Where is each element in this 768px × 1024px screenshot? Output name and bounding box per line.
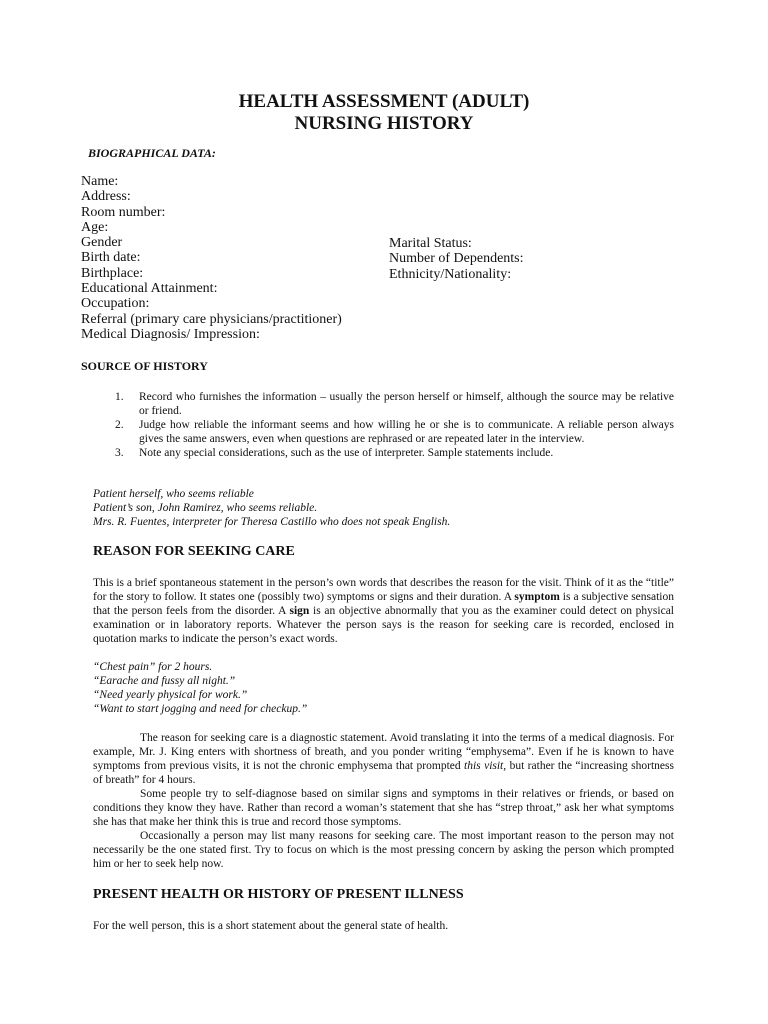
field-birth-date: Birth date: bbox=[81, 250, 141, 266]
source-of-history-list bbox=[104, 390, 674, 460]
document-subtitle: NURSING HISTORY bbox=[294, 113, 474, 134]
field-medical-diagnosis: Medical Diagnosis/ Impression: bbox=[81, 326, 260, 342]
reason-paragraph-1: This is a brief spontaneous statement in the person’s own words that describes the reason for the visit. Think of it as the “title” for the story to follow. It states one (possibly two) symptoms or signs and their duration. A symptom is a subjective sensation that the person feels from the disorder. A sign is an objective abnormally that you as the examiner could detect on physical examination or in laboratory reports. Whatever the person says is the reason for seeking care is recorded, enclosed in quotation marks to indicate the person’s exact words. bbox=[93, 577, 674, 645]
field-referral: Referral (primary care physicians/practitioner) bbox=[81, 311, 342, 327]
reason-paragraph-2: The reason for seeking care is a diagnostic statement. Avoid translating it into the terms of a medical diagnosis. For example, Mr. J. King enters with shortness of breath, and you ponder writing “emphysema”. Even if he is known to have symptoms from previous visits, it is not the chronic emphysema that prompted this visit, but rather the “increasing shortness of breath” for 4 hours. bbox=[93, 732, 674, 786]
field-address: Address: bbox=[81, 189, 131, 205]
example-line: “Earache and fussy all night.” bbox=[93, 675, 236, 687]
reason-paragraph-4: Occasionally a person may list many reasons for seeking care. The most important reason to the person may not necessarily be the one stated first. Try to focus on which is the most pressing concern by asking the person which prompted him or her to seek help now. bbox=[93, 830, 674, 870]
reason-for-seeking-care-heading: REASON FOR SEEKING CARE bbox=[93, 544, 295, 559]
field-age: Age: bbox=[81, 219, 109, 235]
reason-paragraphs bbox=[93, 731, 674, 871]
field-number-of-dependents: Number of Dependents: bbox=[389, 251, 524, 267]
example-line: Patient herself, who seems reliable bbox=[93, 488, 254, 500]
example-line: “Chest pain” for 2 hours. bbox=[93, 661, 213, 673]
reason-examples bbox=[93, 660, 307, 716]
list-item: 3. Note any special considerations, such as the use of interpreter. Sample statements include. bbox=[115, 447, 554, 459]
field-name: Name: bbox=[81, 174, 119, 189]
biographical-data-heading: BIOGRAPHICAL DATA: bbox=[88, 146, 216, 160]
present-health-paragraph: For the well person, this is a short statement about the general state of health. bbox=[93, 920, 449, 932]
source-of-history-heading: SOURCE OF HISTORY bbox=[81, 359, 208, 373]
list-item: 1. Record who furnishes the information – usually the person herself or himself, although the source may be relative or friend. bbox=[115, 391, 674, 417]
field-educational-attainment: Educational Attainment: bbox=[81, 281, 218, 297]
field-marital-status: Marital Status: bbox=[389, 236, 472, 251]
list-item: 2. Judge how reliable the informant seems and how willing he or she is to communicate. A reliable person always gives the same answers, even when questions are rephrased or are repeated later in the interview. bbox=[115, 419, 674, 445]
field-occupation: Occupation: bbox=[81, 296, 150, 312]
field-birthplace: Birthplace: bbox=[81, 265, 144, 281]
biographical-fields-left bbox=[81, 174, 342, 342]
document-title: HEALTH ASSESSMENT (ADULT) bbox=[238, 91, 530, 112]
example-line: “Need yearly physical for work.” bbox=[93, 689, 248, 701]
example-line: “Want to start jogging and need for checkup.” bbox=[93, 703, 308, 715]
reason-paragraph-3: Some people try to self-diagnose based on similar signs and symptoms in their relatives or friends, or based on conditions they know they have. Rather than record a woman’s statement that she has “strep throat,” ask her what symptoms she has that make her think this is true and record those symptoms. bbox=[93, 788, 674, 828]
field-ethnicity-nationality: Ethnicity/Nationality: bbox=[389, 266, 512, 282]
biographical-fields-right bbox=[389, 236, 524, 282]
present-health-heading: PRESENT HEALTH OR HISTORY OF PRESENT ILLNESS bbox=[93, 887, 464, 902]
field-gender: Gender bbox=[81, 235, 123, 251]
example-line: Mrs. R. Fuentes, interpreter for Theresa Castillo who does not speak English. bbox=[93, 516, 451, 528]
field-room-number: Room number: bbox=[81, 204, 166, 220]
example-line: Patient’s son, John Ramirez, who seems reliable. bbox=[93, 502, 318, 514]
source-examples bbox=[93, 487, 450, 529]
